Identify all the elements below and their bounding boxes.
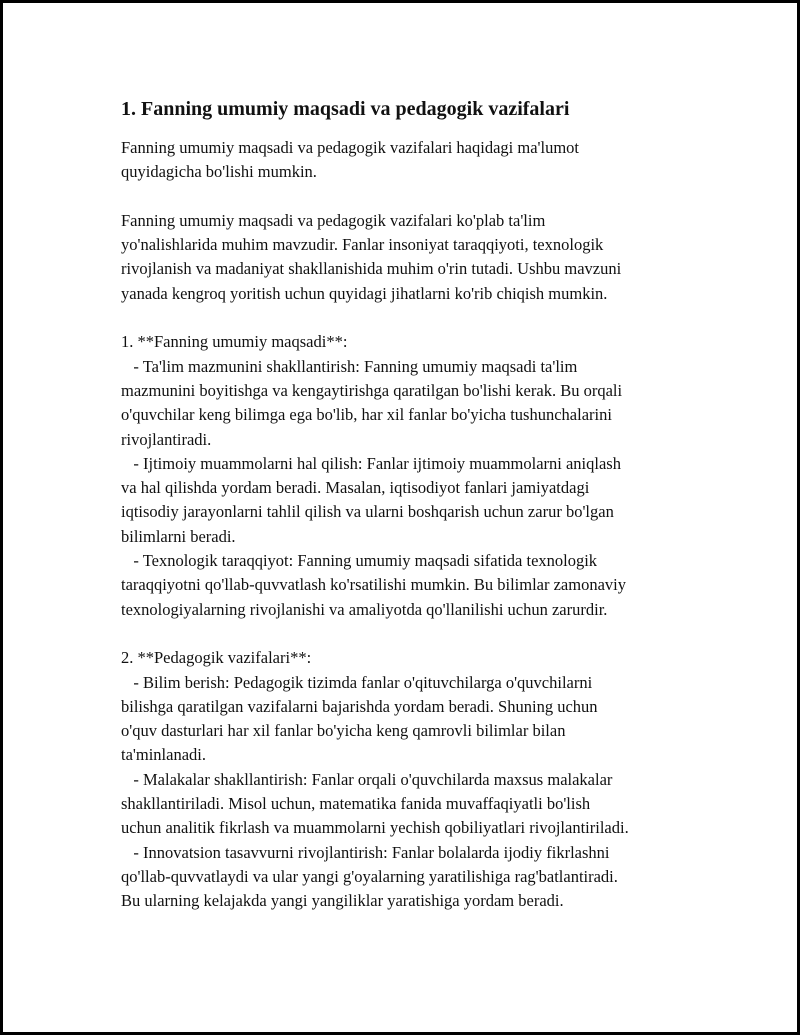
text-line: va hal qilishda yordam beradi. Masalan, iqtisodiyot fanlari jamiyatdagi <box>121 478 590 498</box>
text-line: yanada kengroq yoritish uchun quyidagi jihatlarni ko'rib chiqish mumkin. <box>121 283 608 303</box>
text-line: o'quvchilar keng bilimga ega bo'lib, har xil fanlar bo'yicha tushunchalarini <box>121 405 612 425</box>
text-line: uchun analitik fikrlash va muammolarni yechish qobiliyatlari rivojlantiriladi. <box>121 818 629 838</box>
blank-line <box>121 185 691 209</box>
text-line: - Texnologik taraqqiyot: Fanning umumiy maqsadi sifatida texnologik <box>121 551 598 571</box>
text-line: mazmunini boyitishga va kengaytirishga qaratilgan bo'lishi kerak. Bu orqali <box>121 380 623 400</box>
text-line: 2. **Pedagogik vazifalari**: <box>121 648 312 668</box>
text-line: texnologiyalarning rivojlanishi va amaliyotda qo'llanilishi uchun zarurdir. <box>121 599 608 619</box>
text-line: rivojlanish va madaniyat shakllanishida muhim o'rin tutadi. Ushbu mavzuni <box>121 259 622 279</box>
text-line: rivojlantiradi. <box>121 429 212 449</box>
blank-line <box>121 622 691 646</box>
text-line: o'quv dasturlari har xil fanlar bo'yicha keng qamrovli bilimlar bilan <box>121 721 566 741</box>
text-line: - Malakalar shakllantirish: Fanlar orqali o'quvchilarda maxsus malakalar <box>121 769 613 789</box>
text-line: iqtisodiy jarayonlarni tahlil qilish va ularni boshqarish uchun zarur bo'lgan <box>121 502 614 522</box>
document-content <box>121 95 691 914</box>
text-line: Fanning umumiy maqsadi va pedagogik vazifalari haqidagi ma'lumot <box>121 138 579 157</box>
text-line: - Ta'lim mazmunini shakllantirish: Fanning umumiy maqsadi ta'lim <box>121 356 578 376</box>
text-line: yo'nalishlarida muhim mavzudir. Fanlar insoniyat taraqqiyoti, texnologik <box>121 235 604 255</box>
text-line: qo'llab-quvvatlaydi va ular yangi g'oyalarning yaratilishiga rag'batlantiradi. <box>121 866 618 886</box>
text-line: shakllantiriladi. Misol uchun, matematika fanida muvaffaqiyatli bo'lish <box>121 794 591 814</box>
text-line: 1. **Fanning umumiy maqsadi**: <box>121 332 348 352</box>
text-line: taraqqiyotni qo'llab-quvvatlash ko'rsatilishi mumkin. Bu bilimlar zamonaviy <box>121 575 626 595</box>
text-line: quyidagicha bo'lishi mumkin. <box>121 162 317 182</box>
text-line: ta'minlanadi. <box>121 745 206 765</box>
text-line: - Bilim berish: Pedagogik tizimda fanlar o'qituvchilarga o'quvchilarni <box>121 672 593 692</box>
text-line: - Ijtimoiy muammolarni hal qilish: Fanlar ijtimoiy muammolarni aniqlash <box>121 453 621 473</box>
text-line: bilishga qaratilgan vazifalarni bajarishda yordam beradi. Shuning uchun <box>121 696 598 716</box>
text-line: Bu ularning kelajakda yangi yangiliklar yaratishiga yordam beradi. <box>121 891 564 911</box>
document-title: 1. Fanning umumiy maqsadi va pedagogik vazifalari <box>121 98 570 120</box>
document-body <box>121 136 691 914</box>
text-line: Fanning umumiy maqsadi va pedagogik vazifalari ko'plab ta'lim <box>121 210 546 230</box>
blank-line <box>121 306 691 330</box>
text-line: - Innovatsion tasavvurni rivojlantirish: Fanlar bolalarda ijodiy fikrlashni <box>121 842 610 862</box>
text-line: bilimlarni beradi. <box>121 526 236 546</box>
